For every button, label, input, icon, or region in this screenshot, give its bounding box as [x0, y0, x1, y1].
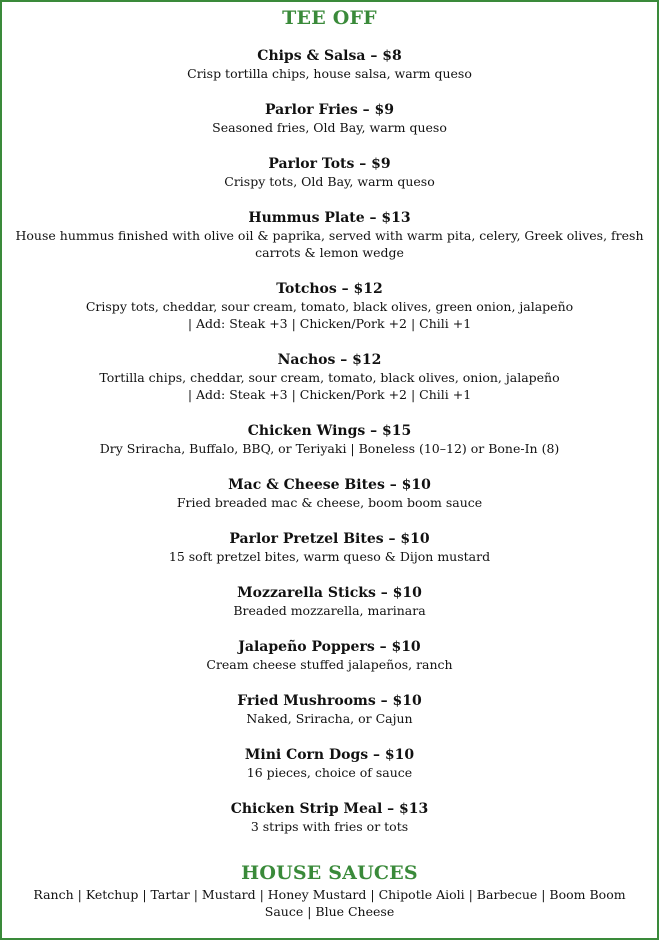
menu-item-parlor-fries: [14, 101, 645, 136]
tee-off-heading: TEE OFF: [282, 7, 377, 29]
item-name: Jalapeño Poppers – $10: [238, 639, 421, 655]
item-description: Crispy tots, Old Bay, warm queso: [224, 174, 435, 189]
item-name: Parlor Pretzel Bites – $10: [229, 531, 430, 547]
menu-item-parlor-tots: [14, 155, 645, 190]
menu-item-mac-cheese-bites: [14, 476, 645, 511]
house-sauces-heading: HOUSE SAUCES: [241, 862, 418, 884]
item-description: House hummus finished with olive oil & paprika, served with warm pita, celery, Greek olives, fresh carrots & lemon wedge: [15, 228, 644, 260]
item-description: Crispy tots, cheddar, sour cream, tomato, black olives, green onion, jalapeño: [85, 299, 574, 314]
item-description: 15 soft pretzel bites, warm queso & Dijon mustard: [168, 549, 491, 564]
item-name: Mozzarella Sticks – $10: [237, 585, 422, 601]
item-description: Crisp tortilla chips, house salsa, warm queso: [187, 66, 472, 81]
menu-item-totchos: [14, 280, 645, 332]
menu-item-jalapeno-poppers: [14, 638, 645, 673]
menu-item-pretzel-bites: [14, 530, 645, 565]
menu-item-mozzarella-sticks: [14, 584, 645, 619]
item-name: Mac & Cheese Bites – $10: [228, 477, 431, 493]
item-name: Nachos – $12: [277, 352, 382, 368]
item-description: Naked, Sriracha, or Cajun: [246, 711, 413, 726]
item-addons: | Add: Steak +3 | Chicken/Pork +2 | Chili +1: [187, 387, 472, 402]
item-name: Parlor Fries – $9: [265, 102, 394, 118]
item-name: Hummus Plate – $13: [248, 210, 411, 226]
menu-item-chicken-wings: [14, 422, 645, 457]
house-sauces-list: Ranch | Ketchup | Tartar | Mustard | Honey Mustard | Chipotle Aioli | Barbecue | Boom Boom Sauce | Blue Cheese: [33, 887, 626, 919]
item-description: Seasoned fries, Old Bay, warm queso: [212, 120, 447, 135]
menu-item-nachos: [14, 351, 645, 403]
item-description: Fried breaded mac & cheese, boom boom sauce: [176, 495, 483, 510]
item-addons: | Add: Steak +3 | Chicken/Pork +2 | Chili +1: [187, 316, 472, 331]
item-name: Chicken Strip Meal – $13: [230, 801, 429, 817]
item-description: 3 strips with fries or tots: [250, 819, 409, 834]
item-description: Dry Sriracha, Buffalo, BBQ, or Teriyaki | Boneless (10–12) or Bone-In (8): [99, 441, 560, 456]
menu-item-chips-salsa: [14, 47, 645, 82]
item-description: Cream cheese stuffed jalapeños, ranch: [206, 657, 453, 672]
menu-item-mini-corn-dogs: [14, 746, 645, 781]
item-description: Tortilla chips, cheddar, sour cream, tomato, black olives, onion, jalapeño: [99, 370, 560, 385]
menu-item-hummus-plate: [14, 209, 645, 261]
item-description: Breaded mozzarella, marinara: [233, 603, 426, 618]
item-name: Chips & Salsa – $8: [257, 48, 402, 64]
menu-item-chicken-strip-meal: [14, 800, 645, 835]
item-name: Totchos – $12: [276, 281, 383, 297]
item-name: Parlor Tots – $9: [268, 156, 391, 172]
item-description: 16 pieces, choice of sauce: [246, 765, 413, 780]
menu-item-fried-mushrooms: [14, 692, 645, 727]
item-name: Mini Corn Dogs – $10: [244, 747, 415, 763]
item-name: Fried Mushrooms – $10: [237, 693, 422, 709]
item-name: Chicken Wings – $15: [247, 423, 412, 439]
